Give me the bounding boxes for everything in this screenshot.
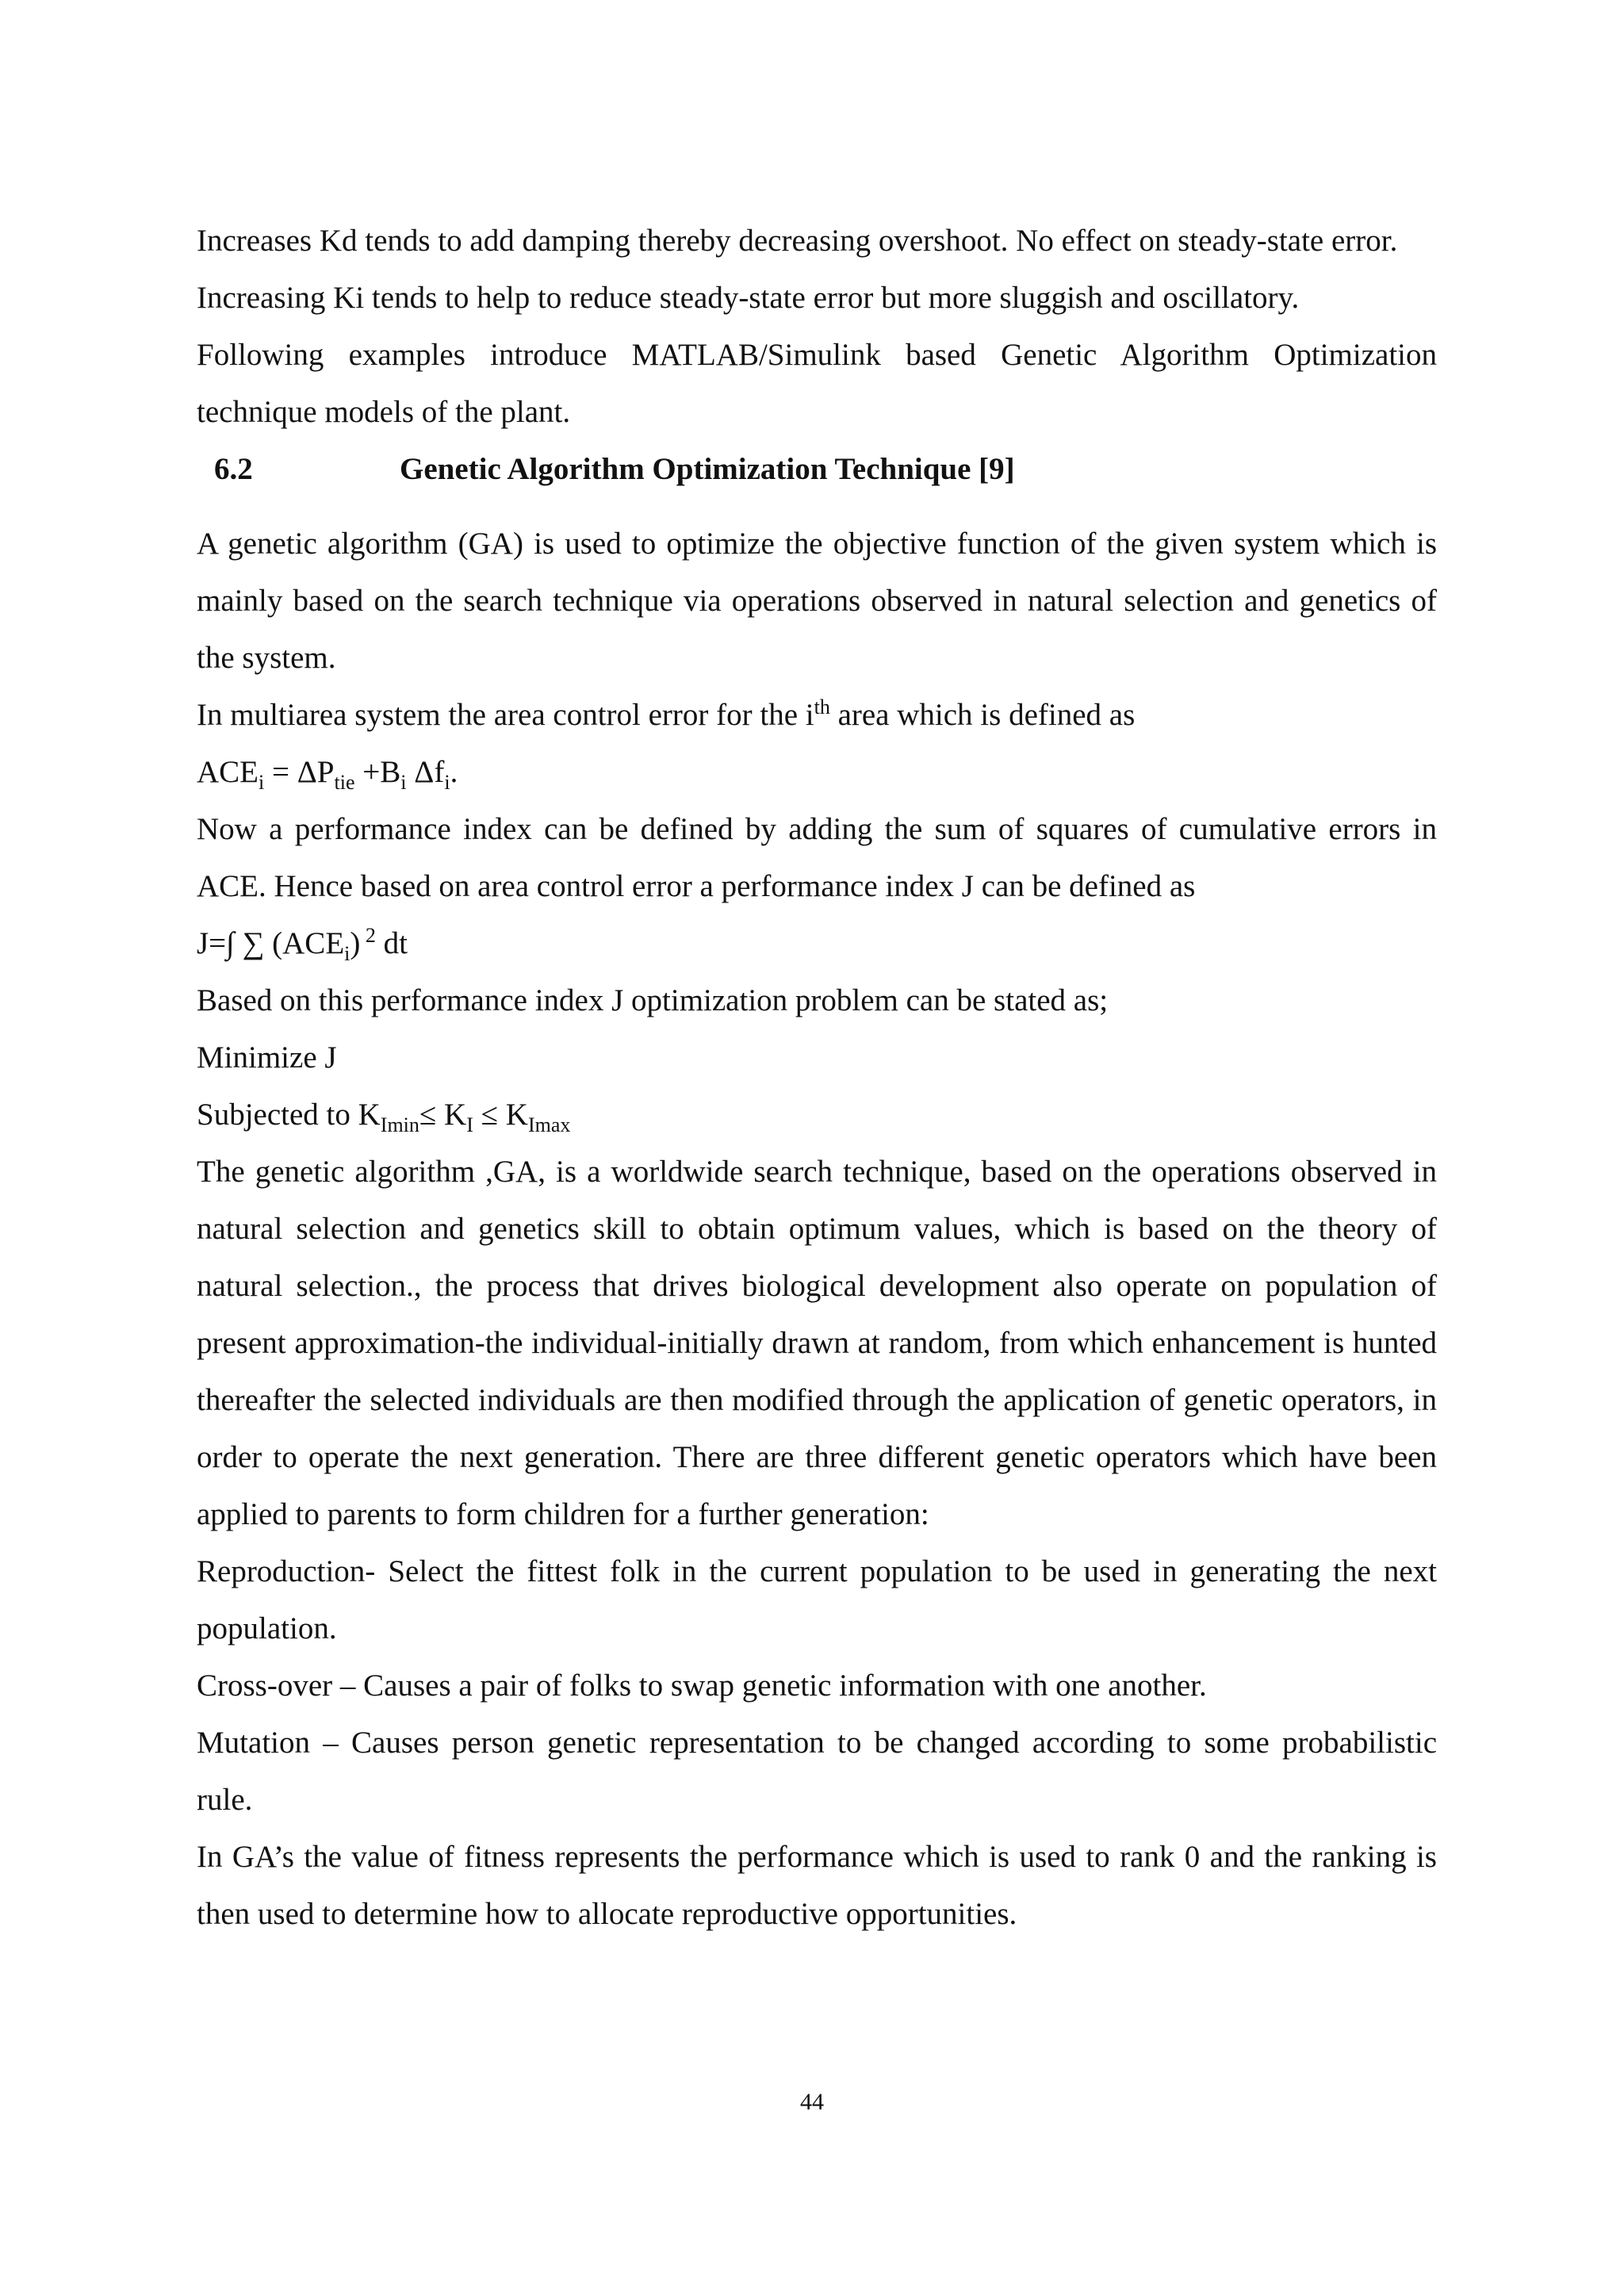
formula-j <box>197 915 1437 972</box>
multiarea-text-before: In multiarea system the area control error for the i <box>197 698 814 732</box>
paragraph-multiarea <box>197 687 1437 744</box>
j-close: ) <box>350 926 361 960</box>
paragraph-minimize: Minimize J <box>197 1040 337 1075</box>
j-sup: 2 <box>360 924 376 947</box>
ace-lhs-sub: i <box>259 770 265 794</box>
paragraph-fitness: In GA’s the value of fitness represents the performance which is used to rank 0 and the ranking is then used to determine how to allocate reproductive opportunities. <box>197 1840 1437 1931</box>
ace-f-sub: i <box>444 770 450 794</box>
ace-lhs: ACE <box>197 755 259 789</box>
subject-mid1: ≤ K <box>419 1098 467 1132</box>
ace-plus-b: +B <box>354 755 401 789</box>
subject-sub-imax: Imax <box>527 1113 571 1136</box>
paragraph-performance-index: Now a performance index can be defined by adding the sum of squares of cumulative errors in ACE. Hence based on area control error a performance index J can be defined as <box>197 812 1437 903</box>
j-start: J=∫ ∑ (ACE <box>197 926 345 960</box>
section-number: 6.2 <box>214 452 253 486</box>
paragraph-subjected <box>197 1086 1437 1144</box>
ace-eq: = ΔP <box>264 755 335 789</box>
j-sub: i <box>344 941 350 965</box>
ace-end: . <box>450 755 458 789</box>
paragraph-reproduction: Reproduction- Select the fittest folk in the current population to be used in generating the next population. <box>197 1554 1437 1646</box>
section-heading <box>197 441 1437 498</box>
subject-mid2: ≤ K <box>473 1098 528 1132</box>
subject-text: Subjected to K <box>197 1098 381 1132</box>
formula-ace <box>197 744 1437 801</box>
subject-sub-imin: Imin <box>380 1113 419 1136</box>
paragraph-ga-worldwide: The genetic algorithm ,GA, is a worldwide search technique, based on the operations observed in natural selection and genetics skill to obtain optimum values, which is based on the theory of natural selection., the process that drives biological development also operate on population of present approximation-the individual-initially drawn at random, from which enhancement is hunted thereafter the selected individuals are then modified through the application of genetic operators, in order to operate the next generation. There are three different genetic operators which have been applied to parents to form children for a further generation: <box>197 1155 1437 1531</box>
multiarea-text-after: area which is defined as <box>829 698 1136 732</box>
superscript-th: th <box>814 695 830 718</box>
page-body <box>197 213 1437 1943</box>
ace-delta-f: Δf <box>406 755 445 789</box>
subject-sub-i: I <box>466 1113 473 1136</box>
ace-tie-sub: tie <box>334 770 355 794</box>
paragraph-following-examples: Following examples introduce MATLAB/Simulink based Genetic Algorithm Optimization technique models of the plant. <box>197 338 1437 429</box>
paragraph-ga-intro: A genetic algorithm (GA) is used to optimize the objective function of the given system which is mainly based on the search technique via operations observed in natural selection and genetics of the system. <box>197 527 1437 675</box>
ace-b-sub: i <box>400 770 407 794</box>
j-end: dt <box>375 926 408 960</box>
paragraph-based-on: Based on this performance index J optimization problem can be stated as; <box>197 983 1109 1017</box>
paragraph-kd: Increases Kd tends to add damping thereby decreasing overshoot. No effect on steady-state error. <box>197 224 1398 258</box>
section-title: Genetic Algorithm Optimization Technique [9] <box>400 452 1015 486</box>
paragraph-crossover: Cross-over – Causes a pair of folks to swap genetic information with one another. <box>197 1669 1207 1703</box>
page-number: 44 <box>800 2089 824 2115</box>
paragraph-ki: Increasing Ki tends to help to reduce steady-state error but more sluggish and oscillatory. <box>197 281 1300 315</box>
paragraph-mutation: Mutation – Causes person genetic representation to be changed according to some probabilistic rule. <box>197 1726 1437 1817</box>
